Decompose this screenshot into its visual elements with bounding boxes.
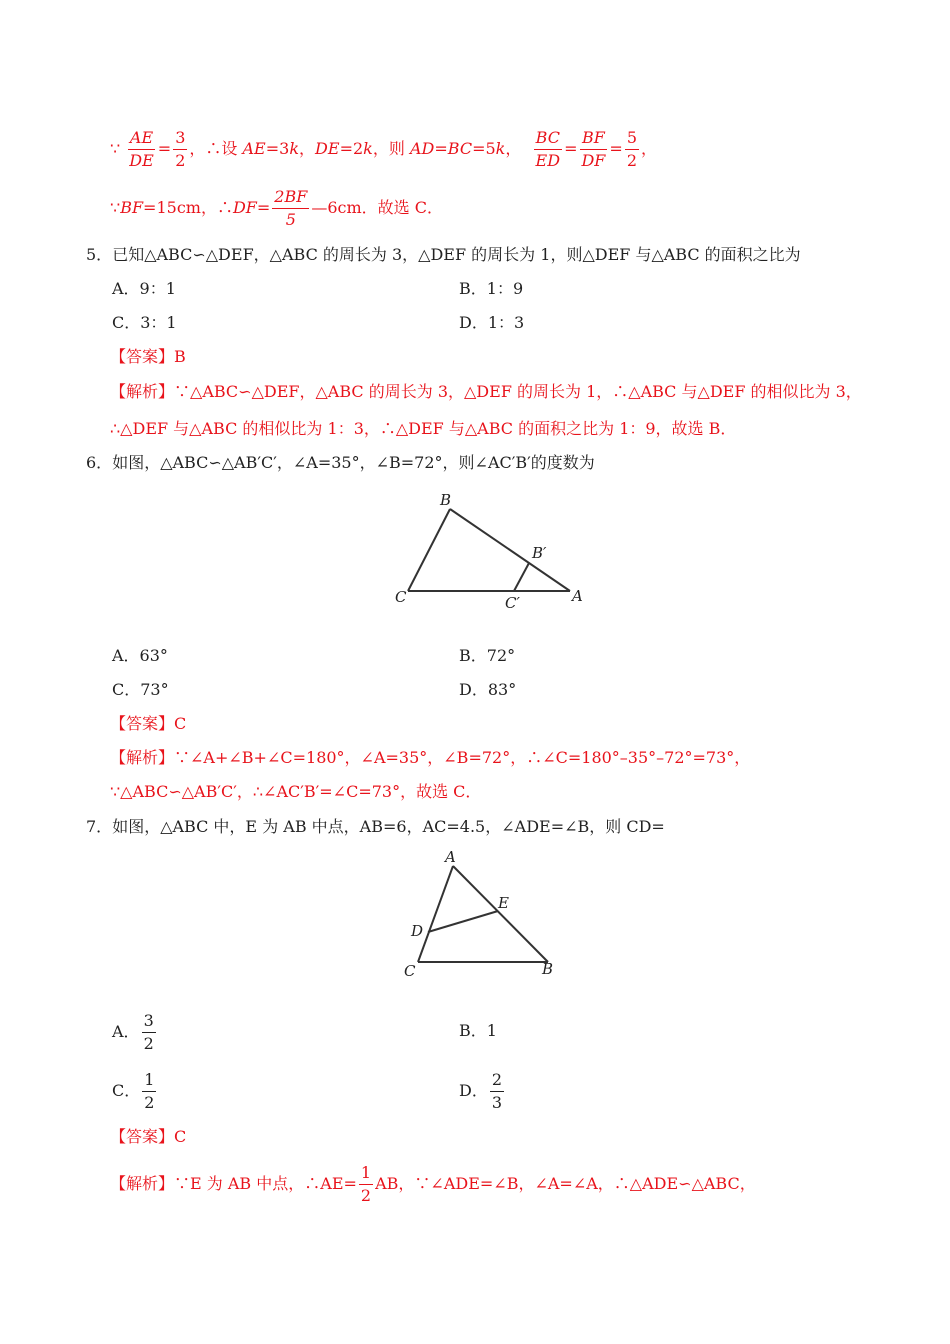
q7-stem: 7．如图，△ABC 中，E 为 AB 中点，AB=6，AC=4.5，∠ADE=∠B，则 CD= (86, 817, 665, 836)
fraction-3-2: $\frac{3}{2}$ (175, 128, 186, 170)
q6-figure (390, 490, 590, 615)
q6-answer: 【答案】C (110, 714, 187, 733)
q7-answer: 【答案】C (110, 1127, 187, 1146)
q5-option-d: D．1：3 (459, 313, 525, 332)
q7-analysis: 【解析】∵E 为 AB 中点，∴AE= $\frac{1}{2}$ AB，∵∠ADE=∠B，∠A=∠A，∴△ADE∽△ABC， (110, 1163, 756, 1205)
fraction-3-2: $\frac{3}{2}$ (143, 1011, 154, 1053)
segment-bc (408, 509, 450, 591)
label-c-prime: C′ (505, 594, 520, 612)
fraction-2-3: $\frac{2}{3}$ (491, 1070, 503, 1112)
segment-ba (450, 509, 570, 591)
q6-analysis-1: 【解析】∵∠A+∠B+∠C=180°，∠A=35°，∠B=72°，∴∠C=180°–35°–72°=73°， (110, 748, 751, 767)
q7-option-c: C． $\frac{1}{2}$ (112, 1070, 155, 1112)
q5-stem: 5．已知△ABC∽△DEF，△ABC 的周长为 3，△DEF 的周长为 1，则△DEF 与△ABC 的面积之比为 (86, 245, 801, 264)
label-a: A (572, 587, 583, 605)
label-c: C (395, 588, 407, 606)
fraction-ae-de: $\frac{AE}{DE}$ (129, 128, 154, 170)
q6-analysis-2: ∵△ABC∽△AB′C′，∴∠AC′B′=∠C=73°，故选 C． (110, 782, 482, 801)
fraction-1-2: $\frac{1}{2}$ (144, 1070, 155, 1112)
q7-option-d: D． $\frac{2}{3}$ (459, 1070, 503, 1112)
q6-option-b: B．72° (459, 646, 516, 665)
q5-option-c: C．3：1 (112, 313, 177, 332)
fraction-bf-df: $\frac{BF}{DF}$ (581, 128, 606, 170)
label-d: D (411, 922, 424, 940)
label-c: C (404, 962, 416, 980)
q7-option-a: A． $\frac{3}{2}$ (112, 1011, 154, 1053)
label-e: E (498, 894, 509, 912)
fraction-bc-ed: $\frac{BC}{ED}$ (535, 128, 561, 170)
segment-de (428, 911, 498, 932)
q5-analysis-1: 【解析】∵△ABC∽△DEF，△ABC 的周长为 3，△DEF 的周长为 1，∴△ABC 与△DEF 的相似比为 3， (110, 382, 862, 401)
label-b: B (440, 491, 452, 509)
q5-answer: 【答案】B (110, 347, 186, 366)
fraction-5-2: $\frac{5}{2}$ (626, 128, 637, 170)
segment-ab (453, 866, 548, 962)
q6-option-d: D．83° (459, 680, 517, 699)
q6-option-a: A．63° (112, 646, 168, 665)
label-a: A (445, 848, 456, 866)
q7-figure (398, 848, 568, 983)
q5-option-b: B．1：9 (459, 279, 524, 298)
q4-tail-line-2: ∵BF=15cm，∴DF= $\frac{2BF}{5}$ —6cm．故选 C． (110, 187, 443, 229)
q5-analysis-2: ∴△DEF 与△ABC 的相似比为 1：3，∴△DEF 与△ABC 的面积之比为 1：9，故选 B． (110, 419, 737, 438)
q5-option-a: A．9：1 (112, 279, 176, 298)
fraction-2bf-5: $\frac{2BF}{5}$ (274, 187, 308, 229)
segment-b1c1 (514, 563, 529, 591)
label-b-prime: B′ (532, 544, 547, 562)
q6-option-c: C．73° (112, 680, 169, 699)
fraction-1-2-analysis: $\frac{1}{2}$ (360, 1163, 372, 1205)
q6-stem: 6．如图，△ABC∽△AB′C′，∠A=35°，∠B=72°，则∠AC′B′的度数为 (86, 453, 595, 472)
q7-option-b: B．1 (459, 1021, 497, 1040)
q4-tail-line-1: ∵ $\frac{AE}{DE}$ = $\frac{3}{2}$ ，∴设 AE=3k，DE=2k，则 AD=BC=5k， $\frac{BC}{ED}$ = $\frac{BF}{DF}$ = $\frac{5}{2}$ ， (110, 128, 658, 170)
label-b: B (542, 960, 554, 978)
segment-ac (418, 866, 453, 962)
